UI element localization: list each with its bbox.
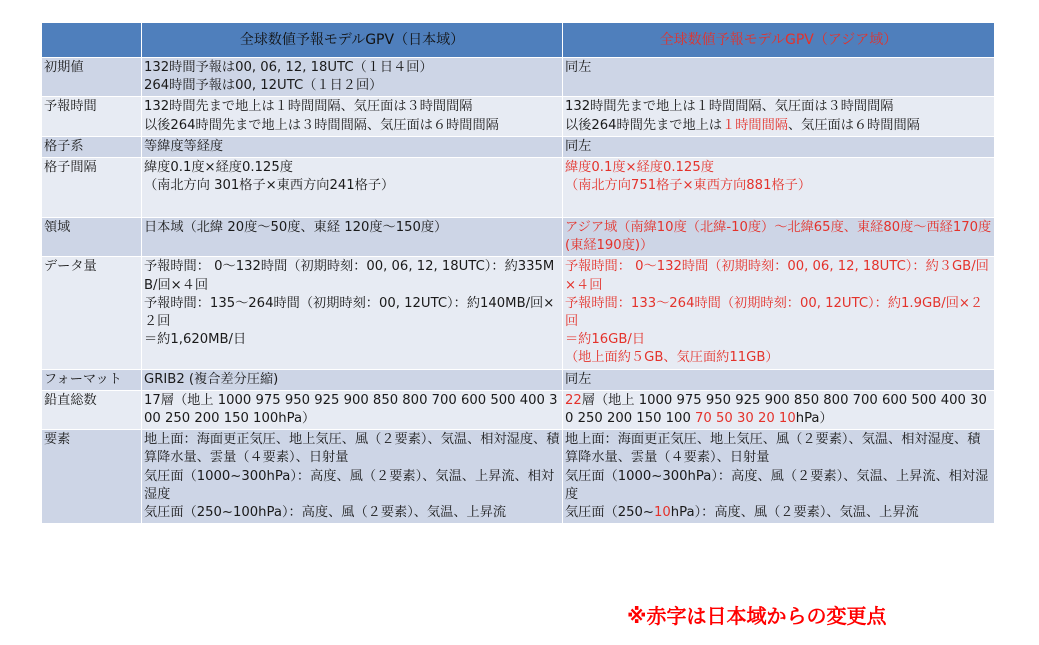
header-japan: 全球数値予報モデルGPV（日本域） bbox=[142, 23, 563, 58]
cell-line: 132時間先まで地上は１時間間隔、気圧面は３時間間隔 bbox=[144, 99, 473, 115]
row-label: 要素 bbox=[42, 430, 142, 524]
cell-line: （南北方向 301格子×東西方向241格子） bbox=[144, 178, 395, 194]
cell-asia bbox=[563, 430, 995, 524]
cell-asia bbox=[563, 158, 995, 218]
cell-line: ＝約1,620MB/日 bbox=[144, 332, 247, 348]
text-segment: 以後264時間先まで地上は bbox=[565, 117, 723, 133]
cell-line: 132時間予報は00, 06, 12, 18UTC（１日４回） bbox=[144, 60, 433, 75]
row-elements bbox=[42, 430, 995, 524]
row-label: 格子系 bbox=[42, 136, 142, 157]
changed-text: 10 bbox=[653, 505, 671, 521]
cell-japan bbox=[142, 58, 563, 97]
cell-line: 予報時間：135～264時間（初期時刻：00, 12UTC）：約140MB/回×２回 bbox=[144, 295, 555, 330]
row-spacing bbox=[42, 158, 995, 218]
changed-text: ＝約16GB/日 bbox=[565, 332, 646, 348]
row-volume bbox=[42, 257, 995, 369]
cell-japan bbox=[142, 158, 563, 218]
cell-line: 気圧面（250~100hPa）：高度、風（２要素）、気温、上昇流 bbox=[144, 505, 507, 521]
row-format bbox=[42, 369, 995, 390]
text-segment: hPa） bbox=[795, 411, 833, 427]
row-grid bbox=[42, 136, 995, 157]
cell-line: 緯度0.1度×経度0.125度 bbox=[144, 160, 293, 176]
cell-line: 地上面：海面更正気圧、地上気圧、風（２要素）、気温、相対湿度、積算降水量、雲量（４要素）、日射量 bbox=[144, 432, 560, 466]
cell-asia: 同左 bbox=[563, 136, 995, 157]
changed-text: 22 bbox=[565, 392, 582, 408]
row-label: 格子間隔 bbox=[42, 158, 142, 218]
cell-line bbox=[565, 117, 992, 135]
row-region bbox=[42, 218, 995, 257]
cell-line: 264時間予報は00, 12UTC（１日２回） bbox=[144, 78, 383, 94]
changed-text: 予報時間： 0～132時間（初期時刻：00, 06, 12, 18UTC）：約３GB/回×４回 bbox=[565, 259, 989, 293]
cell-line: 予報時間： 0～132時間（初期時刻：00, 06, 12, 18UTC）：約335MB/回×４回 bbox=[144, 259, 555, 293]
cell-line: 気圧面（1000~300hPa）：高度、風（２要素）、気温、上昇流、相対湿度 bbox=[565, 468, 989, 502]
text-segment: 層（地上 1000 975 950 925 900 850 800 700 600 500 400 300 250 200 150 100 bbox=[565, 392, 987, 427]
cell-line: 以後264時間先まで地上は３時間間隔、気圧面は６時間間隔 bbox=[144, 117, 499, 133]
changed-text: 緯度0.1度×経度0.125度 bbox=[565, 160, 714, 176]
row-label: 領域 bbox=[42, 218, 142, 257]
cell-line: 気圧面（1000~300hPa）：高度、風（２要素）、気温、上昇流、相対湿度 bbox=[144, 468, 555, 502]
row-forecast bbox=[42, 97, 995, 136]
row-label: フォーマット bbox=[42, 369, 142, 390]
changed-text: 70 50 30 20 10 bbox=[695, 411, 796, 427]
cell-asia bbox=[563, 257, 995, 369]
cell-japan: 等緯度等経度 bbox=[142, 136, 563, 157]
gpv-comparison-table bbox=[41, 22, 995, 524]
cell-japan bbox=[142, 257, 563, 369]
cell-line: 地上面：海面更正気圧、地上気圧、風（２要素）、気温、相対湿度、積算降水量、雲量（４要素）、日射量 bbox=[565, 432, 981, 466]
change-legend-note: ※赤字は日本域からの変更点 bbox=[627, 604, 887, 628]
cell-japan: GRIB2 (複合差分圧縮) bbox=[142, 369, 563, 390]
changed-text: １時間間隔 bbox=[722, 117, 788, 133]
changed-text: 予報時間：133～264時間（初期時刻：00, 12UTC）：約1.9GB/回×２回 bbox=[565, 295, 984, 330]
text-segment: 気圧面（250~ bbox=[565, 505, 654, 521]
cell-asia: 同左 bbox=[563, 58, 995, 97]
text-segment: hPa）：高度、風（２要素）、気温、上昇流 bbox=[670, 505, 919, 521]
cell-japan bbox=[142, 430, 563, 524]
row-label: 予報時間 bbox=[42, 97, 142, 136]
text-segment: 、気圧面は６時間間隔 bbox=[787, 117, 920, 133]
row-label: データ量 bbox=[42, 257, 142, 369]
row-label: 初期値 bbox=[42, 58, 142, 97]
changed-text: （南北方向751格子×東西方向881格子） bbox=[565, 178, 812, 194]
cell-japan: 17層（地上 1000 975 950 925 900 850 800 700 600 500 400 300 250 200 150 100hPa） bbox=[142, 390, 563, 429]
row-levels bbox=[42, 390, 995, 429]
cell-line bbox=[565, 504, 992, 522]
cell-asia: 同左 bbox=[563, 369, 995, 390]
cell-japan bbox=[142, 97, 563, 136]
header-row bbox=[42, 23, 995, 58]
cell-japan: 日本域（北緯 20度～50度、東経 120度～150度） bbox=[142, 218, 563, 257]
changed-text: （地上面約５GB、気圧面約11GB） bbox=[565, 350, 779, 366]
cell-line: 132時間先まで地上は１時間間隔、気圧面は３時間間隔 bbox=[565, 99, 894, 115]
cell-asia: アジア域（南緯10度（北緯-10度）～北緯65度、東経80度～西経170度(東経190度)） bbox=[563, 218, 995, 257]
header-asia: 全球数値予報モデルGPV（アジア域） bbox=[563, 23, 995, 58]
cell-asia bbox=[563, 97, 995, 136]
cell-asia bbox=[563, 390, 995, 429]
header-empty-cell bbox=[42, 23, 142, 58]
row-label: 鉛直総数 bbox=[42, 390, 142, 429]
row-init bbox=[42, 58, 995, 97]
